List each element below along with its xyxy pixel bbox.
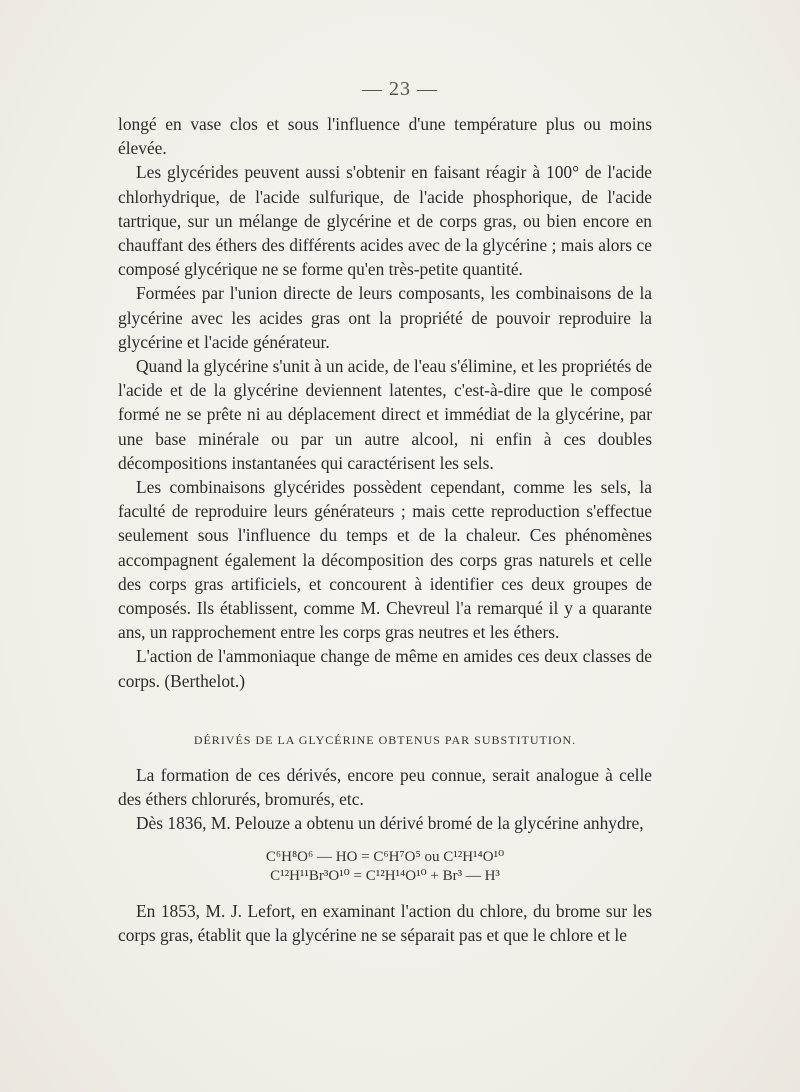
paragraph: Dès 1836, M. Pelouze a obtenu un dérivé bromé de la glycérine anhydre, (136, 813, 644, 834)
paragraph: Formées par l'union directe de leurs composants, les combinaisons de la glycérine avec les acides gras ont la propriété de pouvoir reproduire la glycérine et l'acide générateur. (118, 283, 652, 352)
page-number: — 23 — (362, 78, 438, 100)
body-text (118, 112, 652, 693)
body-text-2 (118, 763, 652, 836)
paragraph: En 1853, M. J. Lefort, en examinant l'action du chlore, du brome sur les corps gras, établit que la glycérine ne se séparait pas et que le chlore et le (118, 901, 652, 946)
section-heading: DÉRIVÉS DE LA GLYCÉRINE OBTENUS PAR SUBSTITUTION. (193, 733, 577, 747)
paragraph: longé en vase clos et sous l'influence d'une température plus ou moins élevée. (118, 114, 652, 159)
chemical-formula: C⁶H⁸O⁶ — HO = C⁶H⁷O⁵ ou C¹²H¹⁴O¹⁰ (265, 849, 505, 865)
paragraph: Quand la glycérine s'unit à un acide, de l'eau s'élimine, et les propriétés de l'acide et de la glycérine deviennent latentes, c'est-à-dire que le composé formé ne se prête ni au déplacement direct et immédiat de la glycérine, par une base minérale ou par un autre alcool, ni enfin à ces doubles décompositions instantanées qui caractérisent les sels. (118, 356, 652, 473)
paragraph: Les glycérides peuvent aussi s'obtenir en faisant réagir à 100° de l'acide chlorhydrique, de l'acide sulfurique, de l'acide phosphorique, de l'acide tartrique, sur un mélange de glycérine et de corps gras, ou bien encore en chauffant des éthers des différents acides avec de la glycérine ; mais alors ce composé glycérique ne se forme qu'en très-petite quantité. (118, 162, 652, 280)
chemical-formula: C¹²H¹¹Br³O¹⁰ = C¹²H¹⁴O¹⁰ + Br³ — H³ (270, 868, 500, 884)
paragraph: La formation de ces dérivés, encore peu connue, serait analogue à celle des éthers chlorurés, bromurés, etc. (118, 765, 652, 810)
paragraph: Les combinaisons glycérides possèdent cependant, comme les sels, la faculté de reproduire leurs générateurs ; mais cette reproduction s'effectue seulement sous l'influence du temps et de la chaleur. Ces phénomènes accompagnent également la décomposition des corps gras naturels et celle des corps gras artificiels, et concourent à identifier ces deux groupes de composés. Ils établissent, comme M. Chevreul l'a remarqué il y a quarante ans, un rapprochement entre les corps gras neutres et les éthers. (118, 477, 652, 643)
body-text-3 (118, 899, 652, 947)
paragraph: L'action de l'ammoniaque change de même en amides ces deux classes de corps. (Berthelot.) (118, 646, 652, 691)
